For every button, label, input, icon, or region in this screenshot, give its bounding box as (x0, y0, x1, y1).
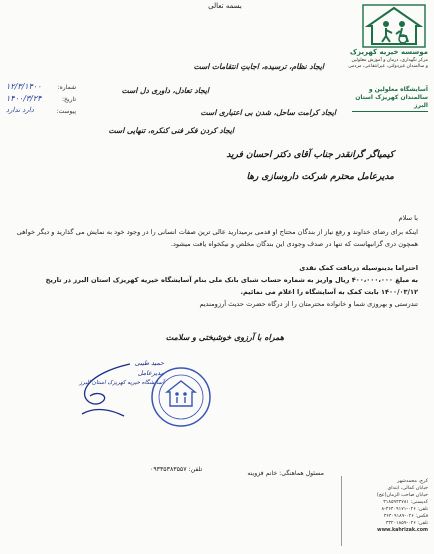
letter-date-value: ۱۴۰۰/۳/۲۴ (6, 94, 42, 103)
address-line: تلفن: ۰۲۶-۳۳۲۰۱۸۵۹ (385, 521, 428, 526)
address-line: تلفن: ۰۲۶-۳۶۴۰۹۱۷۱-۸ (381, 507, 428, 512)
address-line: خیابان کمالی، ابتدای (387, 486, 428, 491)
address-line: خیابان صاحب الزمان(عج) (376, 493, 428, 498)
address-line: کرج، محمدشهر (397, 479, 428, 484)
closing-line: همراه با آرزوی خوشبختی و سلامت (165, 332, 284, 342)
meta-block (6, 82, 76, 118)
signer-name: حمید طیبی (134, 359, 164, 367)
address-line: فکس: ۰۲۶-۳۶۴۰۹۱۸۹ (383, 514, 428, 519)
org-description: مرکز نگهداری، درمان و آموزش معلولین و سالمندان غیردولتی، غیرانتفاعی، مردمی (348, 58, 428, 69)
slogan-line-1: ایجاد نظام، ترسیده، اجابتِ انتقامات است (193, 62, 324, 71)
body-paragraph-2: به مبلغ ۴۰۰،۰۰۰،۰۰۰ ریال واریز به شماره حساب شبای بانک ملی بنام آسایشگاه خیریه کهریزک استان البرز در تاریخ ۱۴۰۰/۰۳/۱۲ بابت کمک به آسایشگاه را اعلام می نمائیم. (45, 276, 418, 296)
recipient-title: مدیرعامل محترم شرکت داروسازی رها (246, 172, 394, 182)
address-line: کدپستی: ۳۱۸۵۹۴۴۷۸۱ (383, 500, 428, 505)
attachment-label: پیوست: (56, 108, 76, 115)
address-block (348, 478, 428, 534)
signer-role: مدیرعامل (137, 369, 164, 377)
slogan-line-2-left: ایجاد تعادل، داوری دل است (121, 86, 209, 95)
branch-name: آسایشگاه معلولین و سالمندان کهریزک استان البرز (355, 86, 428, 109)
body-paragraph-3: تندرستی و بهروزی شما و خانواده محترمتان را از درگاه حضرت حدیث آرزومندیم (199, 300, 418, 308)
letter-number-value: ۱۲/۳/۱۴۰۰ (6, 82, 42, 91)
official-stamp-icon (150, 366, 212, 428)
slogan-line-3: ایجاد کردن فکر فنی کنکره، تنهایی است (108, 126, 234, 135)
letter-number-label: شماره: (57, 84, 76, 91)
website-link[interactable]: www.kahrizak.com (377, 528, 428, 533)
handwritten-signature (72, 356, 152, 426)
kahrizak-logo-icon (362, 4, 426, 48)
attachment-value: دارد ندارد (6, 106, 34, 114)
branch-divider (352, 111, 428, 112)
recipient-name: کیمیاگر گرانقدر جناب آقای دکتر احسان فرید (226, 150, 394, 160)
slogan-line-2-right: ایجاد کرامت ساحل، شدن بی اعتباری است (200, 108, 336, 117)
org-name: موسسه خیریه کهریزک (349, 48, 428, 56)
bismillah: بسمه تعالی (208, 2, 242, 10)
letter-date-label: تاریخ: (62, 96, 76, 103)
address-divider (341, 476, 342, 546)
body-thanks: احتراما بدینوسیله دریافت کمک نقدی (299, 264, 418, 272)
signer-org: آسایشگاه خیریه کهریزک استان البرز (79, 380, 164, 386)
coordinator: مسئول هماهنگی: خانم فزوینه (247, 470, 324, 477)
phone-number: تلفن: ۰۹۳۳۵۳۸۳۵۵۷ (150, 466, 203, 473)
salutation: با سلام (398, 214, 418, 222)
body-paragraph-1: اینکه برای رضای خداوند و رفع نیاز از بندگان محتاج او قدمی برمیدارید عالی ترین صفات انسانی را در وجود خود به نمایش می گذارید و دیگر خواهی همچون دری گرانبهاست که تنها در صدف وجودی این بندگان مخلص و نیکخواه یافت میشود. (16, 228, 418, 248)
